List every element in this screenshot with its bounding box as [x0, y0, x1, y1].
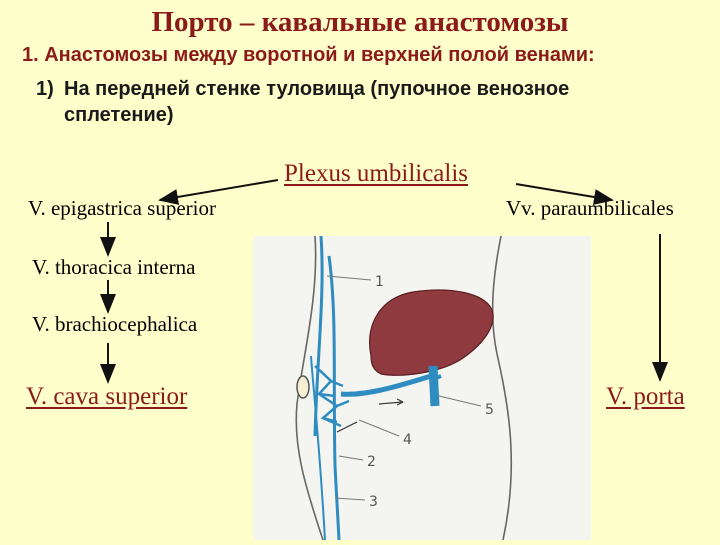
section-heading: 1. Анастомозы между воротной и верхней полой венами: [22, 44, 595, 66]
figure-label: 1 [375, 274, 384, 290]
left-chain-item: V. epigastrica superior [28, 196, 216, 220]
plexus-label: Plexus umbilicalis [284, 160, 469, 187]
figure-label: 5 [485, 402, 494, 418]
figure-label: 4 [403, 432, 412, 448]
right-chain-item: Vv. paraumbilicales [506, 196, 674, 220]
arrow [160, 180, 278, 200]
figure-label: 2 [367, 454, 376, 470]
right-chain-item: V. porta [606, 383, 685, 410]
arrow [516, 184, 612, 200]
figure-label: 3 [369, 494, 378, 510]
left-chain-item: V. brachiocephalica [32, 312, 198, 336]
list-item-line1: На передней стенке туловища (пупочное венозное [64, 78, 570, 100]
page-title: Порто – кавальные анастомозы [151, 6, 569, 38]
left-chain-item: V. thoracica interna [32, 255, 196, 279]
left-chain-item: V. cava superior [26, 383, 188, 410]
list-item-line2: сплетение) [64, 104, 174, 126]
list-item-number: 1) [36, 78, 54, 100]
